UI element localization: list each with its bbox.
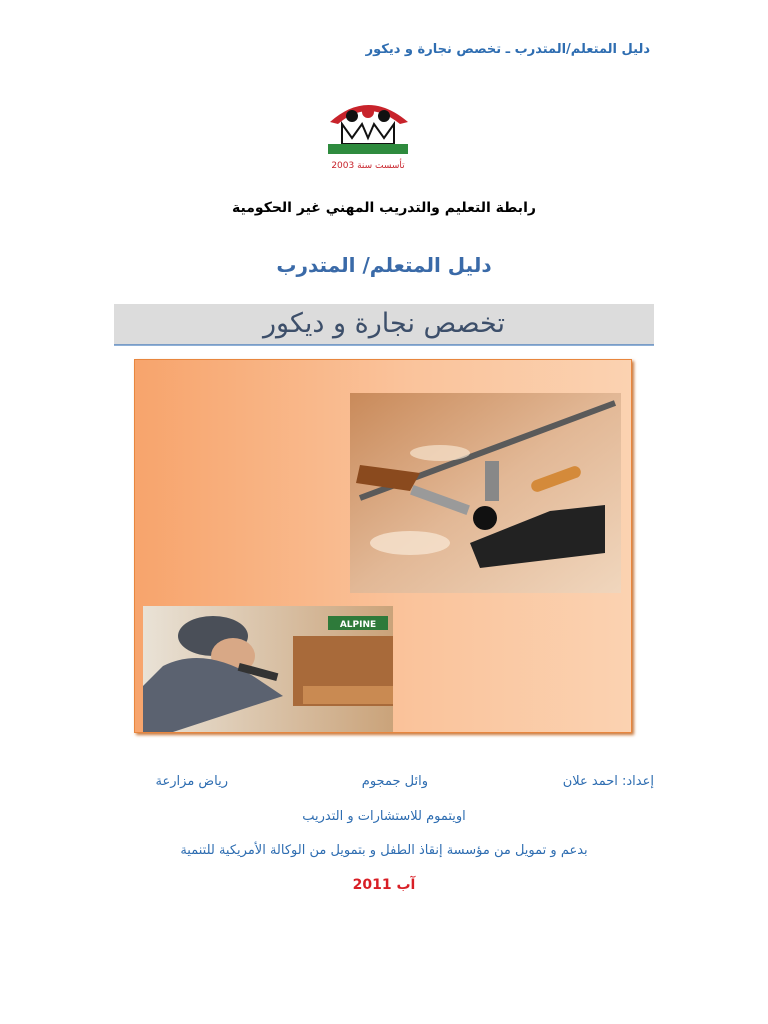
publication-date: آب 2011 bbox=[352, 877, 416, 893]
credit-prepared-by: إعداد: احمد علان bbox=[562, 774, 654, 789]
specialization-title: تخصص نجارة و ديكور bbox=[262, 308, 505, 339]
specialization-banner bbox=[114, 304, 654, 345]
carpentry-tools-photo bbox=[350, 393, 621, 593]
organization-name: رابطة التعليم والتدريب المهني غير الحكومية bbox=[232, 200, 536, 216]
running-header: دليل المتعلم/المتدرب ـ تخصص نجارة و ديكور bbox=[365, 42, 650, 57]
carpenter-worker-photo bbox=[143, 606, 393, 732]
credit-author-2: وائل جمجوم bbox=[361, 774, 428, 789]
credit-author-3: رياض مزارعة bbox=[155, 774, 228, 789]
consultancy-name: اويتموم للاستشارات و التدريب bbox=[302, 809, 466, 824]
divider bbox=[114, 345, 654, 346]
organization-logo bbox=[322, 94, 414, 174]
credits-row bbox=[0, 774, 768, 794]
alpine-brand-text: ALPINE bbox=[339, 620, 377, 630]
logo-caption: تأسست سنة 2003 bbox=[331, 161, 405, 171]
funding-statement: بدعم و تمويل من مؤسسة إنقاذ الطفل و بتمويل من الوكالة الأمريكية للتنمية bbox=[180, 843, 588, 858]
guide-title: دليل المتعلم/ المتدرب bbox=[276, 253, 492, 277]
